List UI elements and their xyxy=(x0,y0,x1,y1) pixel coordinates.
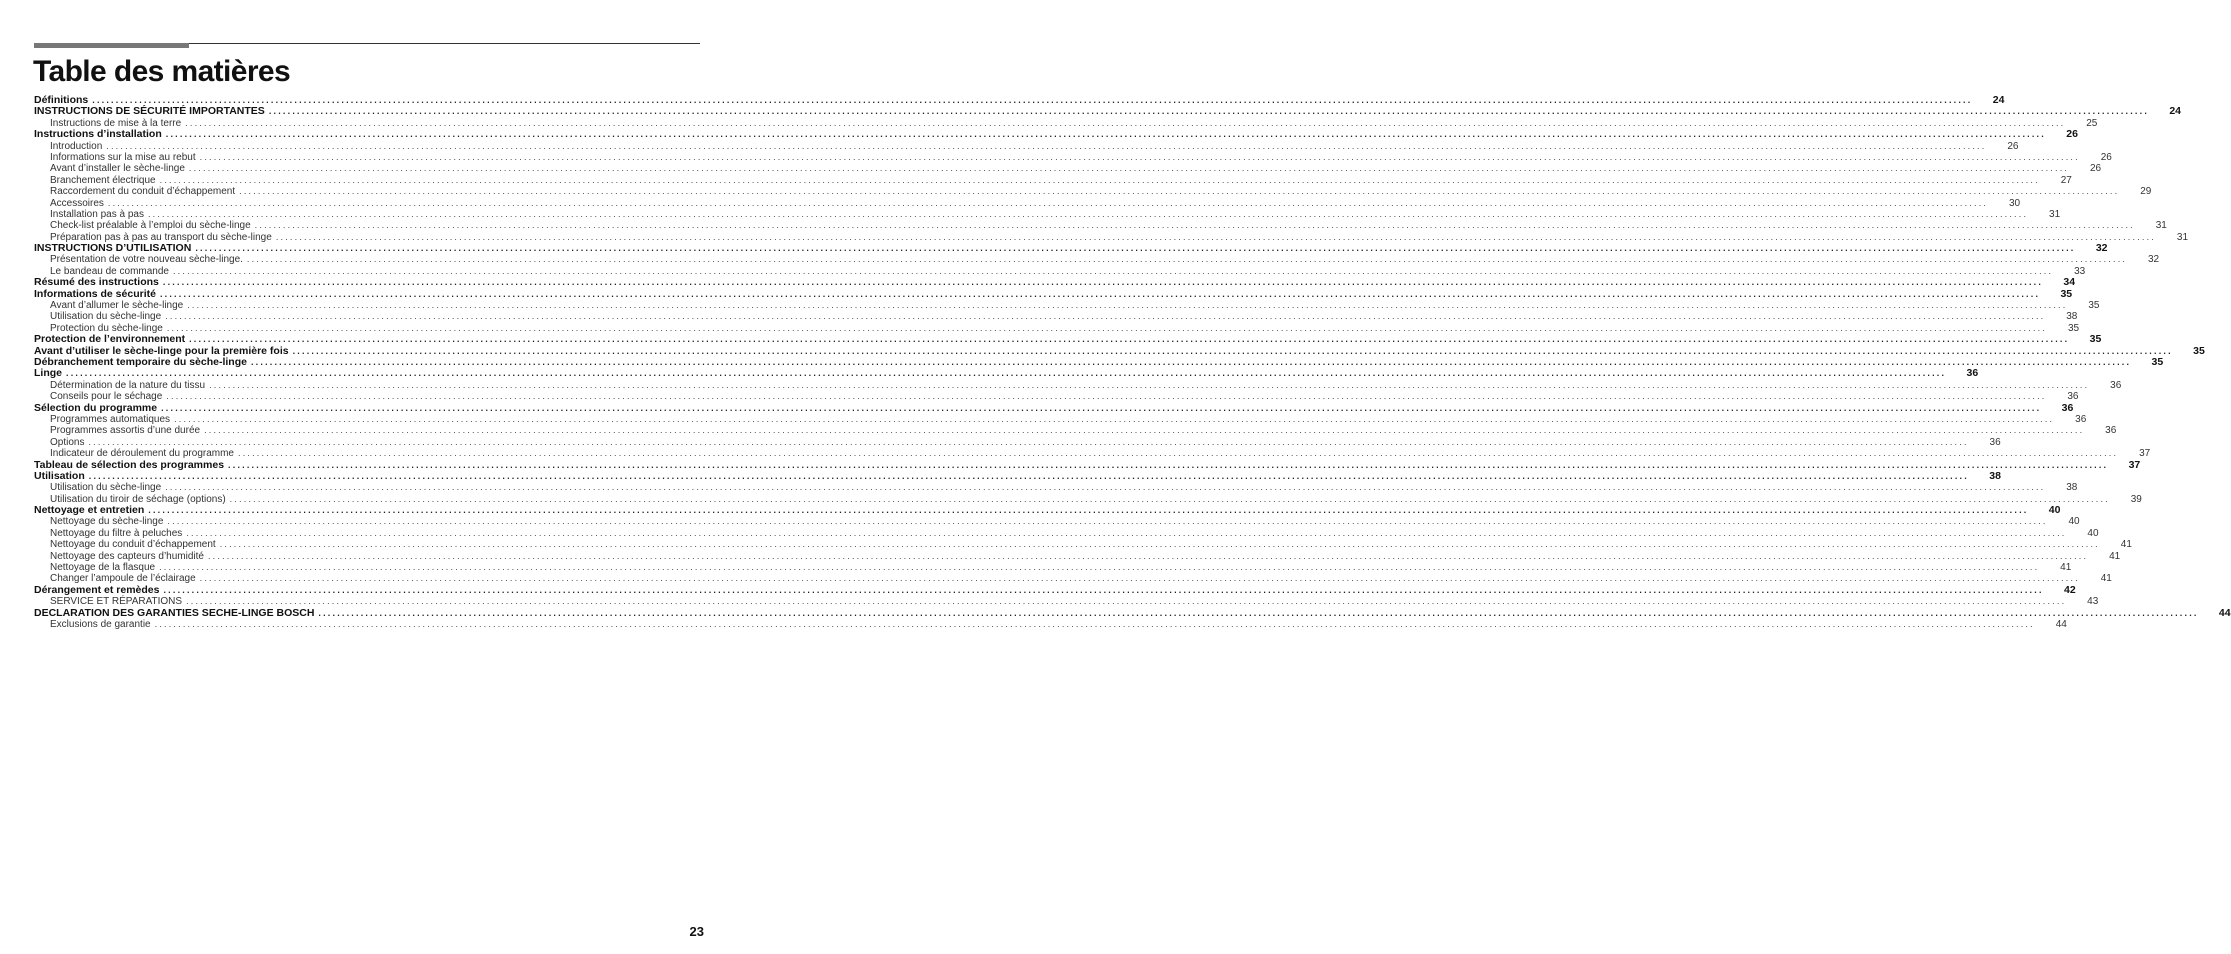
dot-leader: ................................................................................................................................................................................................................................................................................................................................................................................................................ xyxy=(163,584,2044,595)
toc-subentry[interactable] xyxy=(34,539,2132,551)
toc-entry-label: Résumé des instructions xyxy=(34,276,159,289)
toc-entry-page: 36 xyxy=(2105,425,2117,437)
toc-entry-page: 35 xyxy=(2067,322,2080,334)
toc-entry-label: Nettoyage des capteurs d’humidité xyxy=(50,550,204,562)
toc-subentry[interactable] xyxy=(34,174,2072,186)
toc-entry-page: 36 xyxy=(1989,436,2001,448)
dot-leader: ................................................................................................................................................................................................................................................................................................................................................................................................................ xyxy=(229,493,2110,504)
toc-subentry[interactable] xyxy=(34,448,2151,460)
toc-entry-label: Nettoyage du conduit d’échappement xyxy=(50,539,216,551)
toc-entry-label: Nettoyage et entretien xyxy=(34,504,145,517)
dot-leader: ................................................................................................................................................................................................................................................................................................................................................................................................................ xyxy=(199,573,2080,584)
toc-entry-label: Informations de sécurité xyxy=(34,287,156,300)
dot-leader: ................................................................................................................................................................................................................................................................................................................................................................................................................ xyxy=(228,459,2109,470)
toc-entry-page: 44 xyxy=(2055,618,2067,630)
toc-subentry[interactable] xyxy=(34,482,2078,494)
toc-entry-label: Tableau de sélection des programmes xyxy=(34,458,225,471)
toc-entry-page: 36 xyxy=(2061,401,2074,414)
dot-leader: ................................................................................................................................................................................................................................................................................................................................................................................................................ xyxy=(159,288,2041,299)
dot-leader: ................................................................................................................................................................................................................................................................................................................................................................................................................ xyxy=(187,300,2068,311)
toc-subentry[interactable] xyxy=(34,391,2079,403)
toc-entry-page: 33 xyxy=(2074,265,2086,277)
toc-entry-label: Avant d’utiliser le sèche-linge pour la première fois xyxy=(34,344,289,357)
toc-entry-page: 35 xyxy=(2193,344,2205,357)
dot-leader: ................................................................................................................................................................................................................................................................................................................................................................................................................ xyxy=(162,277,2044,288)
toc-entry-label: Protection du sèche-linge xyxy=(50,322,163,334)
toc-entry-label: Détermination de la nature du tissu xyxy=(50,379,206,391)
toc-entry-page: 38 xyxy=(2066,311,2078,323)
toc-entry[interactable] xyxy=(34,367,1979,380)
toc-entry-page: 41 xyxy=(2109,550,2121,562)
toc-entry-label: Sélection du programme xyxy=(34,401,158,414)
dot-leader: ................................................................................................................................................................................................................................................................................................................................................................................................................ xyxy=(204,425,2085,436)
toc-entry[interactable] xyxy=(34,458,2141,471)
dot-leader: ................................................................................................................................................................................................................................................................................................................................................................................................................ xyxy=(239,186,2120,197)
toc-entry-label: Instructions d’installation xyxy=(34,128,162,141)
toc-entry-label: Indicateur de déroulement du programme xyxy=(50,448,234,460)
toc-entry[interactable] xyxy=(34,242,2108,255)
toc-entry-page: 37 xyxy=(2139,448,2151,460)
toc-entry-page: 29 xyxy=(2140,186,2152,198)
toc-entry-page: 27 xyxy=(2060,174,2072,186)
dot-leader: ................................................................................................................................................................................................................................................................................................................................................................................................................ xyxy=(159,174,2040,185)
toc-entry-page: 35 xyxy=(2151,355,2164,368)
dot-leader: ................................................................................................................................................................................................................................................................................................................................................................................................................ xyxy=(189,334,2070,345)
toc-entry-page: 24 xyxy=(1992,94,2005,106)
toc-entry-page: 32 xyxy=(2095,242,2108,255)
dot-leader: ................................................................................................................................................................................................................................................................................................................................................................................................................ xyxy=(246,254,2128,265)
toc-entry-page: 39 xyxy=(2130,493,2142,505)
toc-entry-page: 36 xyxy=(2067,391,2079,403)
toc-entry-page: 26 xyxy=(2007,140,2019,152)
dot-leader: ................................................................................................................................................................................................................................................................................................................................................................................................................ xyxy=(185,117,2066,128)
toc-entry-page: 40 xyxy=(2068,516,2080,528)
toc-entry-page: 41 xyxy=(2120,539,2132,551)
toc-subentry[interactable] xyxy=(34,379,2122,391)
toc-entry-label: Programmes automatiques xyxy=(50,413,171,425)
toc-entry-label: Présentation de votre nouveau sèche-linge. xyxy=(50,254,243,266)
toc-entry-label: Linge xyxy=(34,367,62,380)
toc-subentry[interactable] xyxy=(34,311,2078,323)
toc-entry-page: 42 xyxy=(2063,583,2076,596)
toc-entry-page: 31 xyxy=(2155,220,2167,232)
page-title: Table des matières xyxy=(33,55,291,88)
dot-leader: ................................................................................................................................................................................................................................................................................................................................................................................................................ xyxy=(268,106,2150,117)
toc-entry-label: Conseils pour le séchage xyxy=(50,391,163,403)
toc-entry-label: Accessoires xyxy=(50,197,104,209)
dot-leader: ................................................................................................................................................................................................................................................................................................................................................................................................................ xyxy=(154,618,2035,629)
toc-entry-page: 40 xyxy=(2048,504,2061,517)
toc-entry-page: 26 xyxy=(2066,128,2078,141)
toc-entry-label: Utilisation du tiroir de séchage (options) xyxy=(50,493,226,505)
toc-entry-page: 32 xyxy=(2147,254,2160,266)
dot-leader: ................................................................................................................................................................................................................................................................................................................................................................................................................ xyxy=(238,448,2119,459)
dot-leader: ................................................................................................................................................................................................................................................................................................................................................................................................................ xyxy=(318,607,2199,618)
toc-entry-page: 25 xyxy=(2086,117,2098,129)
toc-entry-page: 26 xyxy=(2089,163,2102,175)
dot-leader: ................................................................................................................................................................................................................................................................................................................................................................................................................ xyxy=(107,197,1989,208)
toc-entry-label: Informations sur la mise au rebut xyxy=(50,151,196,163)
toc-entry-label: INSTRUCTIONS DE SÉCURITÉ IMPORTANTES xyxy=(34,105,265,118)
dot-leader: ................................................................................................................................................................................................................................................................................................................................................................................................................ xyxy=(207,550,2089,561)
dot-leader: ................................................................................................................................................................................................................................................................................................................................................................................................................ xyxy=(161,402,2042,413)
toc-entry-label: Utilisation xyxy=(34,469,85,482)
toc-entry-label: Utilisation du sèche-linge xyxy=(50,311,162,323)
toc-subentry[interactable] xyxy=(34,208,2061,220)
toc-entry-page: 31 xyxy=(2176,231,2189,243)
dot-leader: ................................................................................................................................................................................................................................................................................................................................................................................................................ xyxy=(172,265,2054,276)
toc-entry-label: Changer l’ampoule de l’éclairage xyxy=(50,573,196,585)
toc-subentry[interactable] xyxy=(34,562,2072,574)
dot-leader: ................................................................................................................................................................................................................................................................................................................................................................................................................ xyxy=(92,95,1973,105)
toc-entry-label: Utilisation du sèche-linge xyxy=(50,482,162,494)
toc-entry[interactable] xyxy=(34,276,2076,289)
toc-subentry[interactable] xyxy=(34,527,2099,539)
toc-subentry[interactable] xyxy=(34,186,2152,198)
dot-leader: ................................................................................................................................................................................................................................................................................................................................................................................................................ xyxy=(165,311,2046,322)
dot-leader: ................................................................................................................................................................................................................................................................................................................................................................................................................ xyxy=(188,163,2070,174)
dot-leader: ................................................................................................................................................................................................................................................................................................................................................................................................................ xyxy=(66,368,1947,379)
toc-entry-page: 35 xyxy=(2088,300,2100,312)
toc-entry-page: 30 xyxy=(2008,197,2021,209)
toc-entry-page: 24 xyxy=(2169,105,2182,118)
toc-subentry[interactable] xyxy=(34,425,2117,437)
toc-entry-label: Définitions xyxy=(34,94,89,106)
dot-leader: ................................................................................................................................................................................................................................................................................................................................................................................................................ xyxy=(174,413,2055,424)
toc-entry[interactable] xyxy=(34,287,2073,300)
toc-entry-label: Branchement électrique xyxy=(50,174,156,186)
dot-leader: ................................................................................................................................................................................................................................................................................................................................................................................................................ xyxy=(147,208,2029,219)
dot-leader: ................................................................................................................................................................................................................................................................................................................................................................................................................ xyxy=(292,345,2173,356)
toc-entry-label: Le bandeau de commande xyxy=(50,265,169,277)
dot-leader: ................................................................................................................................................................................................................................................................................................................................................................................................................ xyxy=(165,129,2046,140)
toc-subentry[interactable] xyxy=(34,151,2112,163)
dot-leader: ................................................................................................................................................................................................................................................................................................................................................................................................................ xyxy=(88,436,1969,447)
dot-leader: ................................................................................................................................................................................................................................................................................................................................................................................................................ xyxy=(159,562,2040,573)
page-number: 23 xyxy=(689,924,704,939)
top-rule-accent xyxy=(34,43,189,48)
toc-subentry[interactable] xyxy=(34,254,2160,266)
toc-entry-label: Exclusions de garantie xyxy=(50,618,151,630)
dot-leader: ................................................................................................................................................................................................................................................................................................................................................................................................................ xyxy=(209,379,2090,390)
dot-leader: ................................................................................................................................................................................................................................................................................................................................................................................................................ xyxy=(199,151,2080,162)
toc-subentry[interactable] xyxy=(34,596,2099,608)
toc-entry-label: Débranchement temporaire du sèche-linge xyxy=(34,355,247,368)
dot-leader: ................................................................................................................................................................................................................................................................................................................................................................................................................ xyxy=(186,596,2067,607)
toc-subentry[interactable] xyxy=(34,220,2167,232)
toc-entry-page: 40 xyxy=(2087,527,2099,539)
toc-entry-page: 43 xyxy=(2087,596,2099,608)
toc-entry-page: 36 xyxy=(2075,413,2087,425)
toc-entry-page: 41 xyxy=(2060,562,2072,574)
toc-entry[interactable] xyxy=(34,469,2001,482)
toc-entry-label: Nettoyage du filtre à peluches xyxy=(50,527,183,539)
toc-entry-label: Introduction xyxy=(50,140,103,152)
toc-subentry[interactable] xyxy=(34,300,2100,312)
toc-entry[interactable] xyxy=(34,105,2182,118)
toc-entry-label: Protection de l’environnement xyxy=(34,333,186,346)
dot-leader: ................................................................................................................................................................................................................................................................................................................................................................................................................ xyxy=(186,527,2067,538)
toc-entry-label: Nettoyage de la flasque xyxy=(50,562,156,574)
toc-entry-label: Instructions de mise à la terre xyxy=(50,117,182,129)
toc-entry-page: 41 xyxy=(2100,573,2112,585)
dot-leader: ................................................................................................................................................................................................................................................................................................................................................................................................................ xyxy=(165,482,2046,493)
toc-entry-page: 31 xyxy=(2049,208,2061,220)
toc-entry-label: Programmes assortis d’une durée xyxy=(50,425,201,437)
toc-entry-page: 35 xyxy=(2060,287,2073,300)
dot-leader: ................................................................................................................................................................................................................................................................................................................................................................................................................ xyxy=(219,539,2100,550)
toc-subentry[interactable] xyxy=(34,618,2067,630)
toc-subentry[interactable] xyxy=(34,516,2080,528)
dot-leader: ................................................................................................................................................................................................................................................................................................................................................................................................................ xyxy=(250,356,2132,367)
toc-entry-label: Check-list préalable à l’emploi du sèche-linge xyxy=(50,220,251,232)
toc-entry-page: 37 xyxy=(2128,458,2141,471)
dot-leader: ................................................................................................................................................................................................................................................................................................................................................................................................................ xyxy=(275,231,2157,242)
dot-leader: ................................................................................................................................................................................................................................................................................................................................................................................................................ xyxy=(148,505,2029,516)
toc-subentry[interactable] xyxy=(34,163,2102,175)
toc-entry-page: 26 xyxy=(2100,151,2112,163)
dot-leader: ................................................................................................................................................................................................................................................................................................................................................................................................................ xyxy=(166,322,2048,333)
toc-entry-page: 38 xyxy=(1989,469,2001,482)
toc-entry-page: 34 xyxy=(2063,276,2076,289)
toc-entry-label: INSTRUCTIONS D’UTILISATION xyxy=(34,242,192,255)
toc-entry-label: Dérangement et remèdes xyxy=(34,583,160,596)
dot-leader: ................................................................................................................................................................................................................................................................................................................................................................................................................ xyxy=(166,391,2047,402)
toc-entry-page: 36 xyxy=(1966,367,1979,380)
toc-entry[interactable] xyxy=(34,504,2061,517)
toc-entry-label: Raccordement du conduit d’échappement xyxy=(50,186,236,198)
toc-entry[interactable] xyxy=(34,355,2164,368)
toc-subentry[interactable] xyxy=(34,550,2121,562)
toc-entry-page: 38 xyxy=(2066,482,2078,494)
toc-subentry[interactable] xyxy=(34,413,2087,425)
toc-entry-label: DECLARATION DES GARANTIES SECHE-LINGE BOSCH xyxy=(34,606,315,619)
toc-entry[interactable] xyxy=(34,128,2078,141)
toc-entry-label: SERVICE ET RÉPARATIONS xyxy=(50,596,183,608)
toc-entry-page: 44 xyxy=(2218,606,2231,619)
toc-subentry[interactable] xyxy=(34,140,2019,152)
toc-entry-label: Installation pas à pas xyxy=(50,208,144,220)
toc-entry-label: Préparation pas à pas au transport du sèche-linge xyxy=(50,231,272,243)
dot-leader: ................................................................................................................................................................................................................................................................................................................................................................................................................ xyxy=(254,220,2135,231)
toc-entry-page: 36 xyxy=(2110,379,2122,391)
toc-entry-label: Avant d’installer le sèche-linge xyxy=(50,163,185,175)
toc-entry[interactable] xyxy=(34,583,2076,596)
toc-entry-page: 35 xyxy=(2089,333,2102,346)
dot-leader: ................................................................................................................................................................................................................................................................................................................................................................................................................ xyxy=(195,243,2076,254)
table-of-contents xyxy=(34,94,2231,630)
dot-leader: ................................................................................................................................................................................................................................................................................................................................................................................................................ xyxy=(106,140,1987,151)
toc-entry-label: Options xyxy=(50,436,85,448)
toc-entry-label: Nettoyage du sèche-linge xyxy=(50,516,164,528)
dot-leader: ................................................................................................................................................................................................................................................................................................................................................................................................................ xyxy=(88,470,1969,481)
dot-leader: ................................................................................................................................................................................................................................................................................................................................................................................................................ xyxy=(167,516,2048,527)
toc-subentry[interactable] xyxy=(34,436,2001,448)
toc-subentry[interactable] xyxy=(34,197,2021,209)
toc-entry[interactable] xyxy=(34,401,2074,414)
toc-entry[interactable] xyxy=(34,606,2231,619)
toc-entry-label: Avant d’allumer le sèche-linge xyxy=(50,300,184,312)
toc-entry[interactable] xyxy=(34,333,2102,346)
